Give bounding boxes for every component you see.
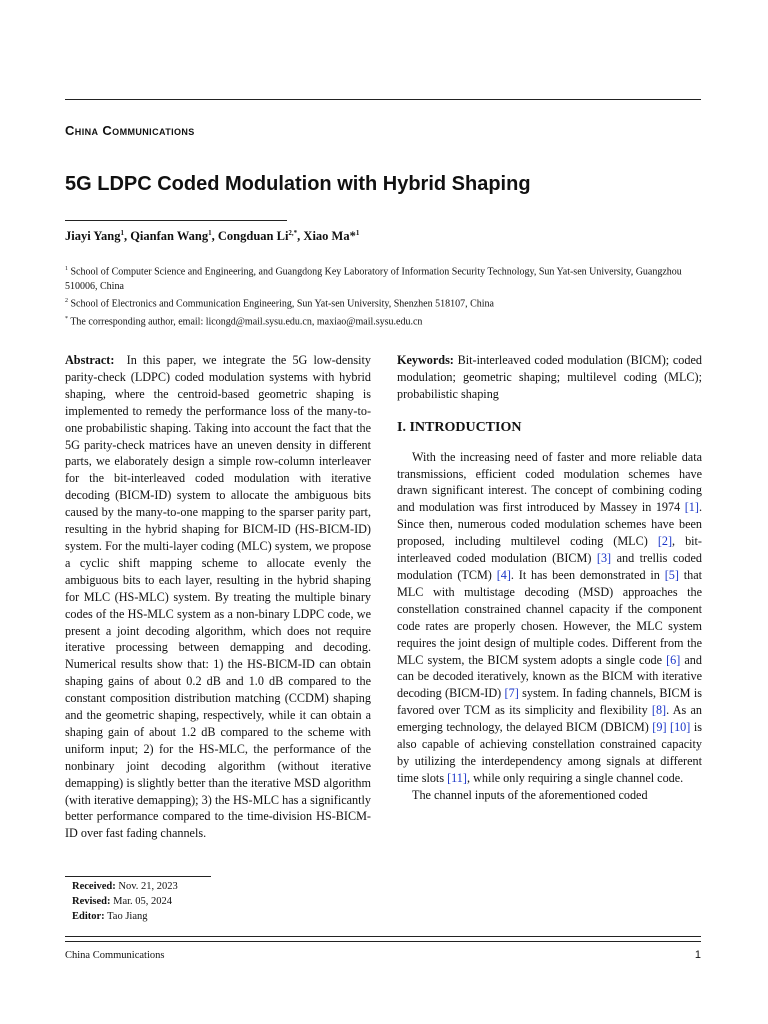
citation-link[interactable]: [4] [496, 567, 511, 582]
title-rule [65, 220, 287, 221]
author-name: Congduan Li [217, 229, 289, 244]
footer-rule [65, 936, 701, 937]
footer-rule [65, 941, 701, 942]
page-number: 1 [694, 949, 701, 961]
header-rule [65, 99, 701, 100]
submission-info: Received: Nov. 21, 2023 Revised: Mar. 05, 2024 Editor: Tao Jiang [72, 881, 178, 922]
intro-paragraph-1: With the increasing need of faster and more reliable data transmissions, efficient coded modulation schemes have drawn significant interest. The concept of combining coding and modulation was first introduced by Massey in 1974 [1]. Since then, numerous coded modulation schemes have been proposed, including multilevel coding (MLC) [2], bit-interleaved coded modulation (BICM) [3] and trellis coded modulation (TCM) [4]. It has been demonstrated in [5] that MLC with multistage decoding (MSD) approaches the constellation constrained channel capacity if the component code rates are properly chosen. However, the MLC system requires the joint design of multiple codes. Different from the MLC system, the BICM system adopts a single code [6] and can be decoded iteratively, known as the BICM with iterative decoding (BICM-ID) [7] system. In fading channels, BICM is favored over TCM as its simplicity and flexibility [8]. As an emerging technology, the delayed BICM (DBICM) [9] [10] is also capable of achieving constellation constrained capacity by utilizing the interdependency among signals at different time slots [11], while only requiring a single channel code. [397, 449, 702, 785]
revised-date: Mar. 05, 2024 [113, 896, 173, 907]
footer-journal: China Communications [65, 950, 165, 961]
intro-paragraph-2: The channel inputs of the aforementioned coded [412, 787, 648, 802]
author-name: Jiayi Yang [65, 229, 121, 244]
author-affiliation-mark: 1 [120, 229, 124, 237]
citation-link[interactable]: [2] [657, 534, 673, 549]
affiliation-list [65, 262, 705, 330]
citation-link[interactable]: [10] [670, 720, 691, 735]
citation-link[interactable]: [7] [504, 686, 519, 701]
author-name: Xiao Ma* [303, 229, 356, 244]
author-affiliation-mark: 1 [208, 229, 212, 237]
citation-link[interactable]: [11] [447, 770, 467, 785]
citation-link[interactable]: [6] [666, 652, 681, 667]
left-column [65, 352, 371, 842]
affiliation: * The corresponding author, email: licongd@mail.sysu.edu.cn, maxiao@mail.sysu.edu.cn [65, 316, 423, 328]
citation-link[interactable]: [3] [596, 551, 612, 566]
footnote-rule [65, 876, 211, 877]
paper-title: 5G LDPC Coded Modulation with Hybrid Shaping [65, 173, 531, 195]
citation-link[interactable]: [9] [652, 720, 667, 735]
abstract [65, 352, 371, 842]
abstract-text: In this paper, we integrate the 5G low-density parity-check (LDPC) coded modulation systems with hybrid shaping, where the centroid-based geometric shaping is implemented to remedy the performance loss of the many-to-one probabilistic shaping. Taking into account the fact that the 5G parity-check matrices have an uneven density in different parts, we elaborately design a simple row-column interleaver for the bit-interleaved coded modulation with iterative decoding (BICM-ID) system to allocate the ambiguous bits caused by the many-to-one mapping to the sparser parity part, resulting in the hybrid shaping for BICM-ID (HS-BICM-ID) system. For the multi-layer coding (MLC) system, we propose a cyclic shift mapping scheme to allocate evenly the ambiguous bits to each layer, resulting in the hybrid shaping for MLC (HS-MLC) system. By treating the multiple binary codes of the HS-MLC system as a non-binary LDPC code, we present a joint decoding algorithm, which does not require iterative processing between demapping and decoding. Numerical results show that: 1) the HS-BICM-ID can obtain shaping gains of about 0.2 dB and 1.0 dB compared to the constant composition distribution matching (CCDM) shaping and the geometric shaping, respectively, while it can obtain a shaping gain of about 1.2 dB compared to the scheme with uniform input; 2) for the HS-MLC, the performance of the nonbinary joint decoding algorithm (without iterative demapping) is slightly better than the iterative MSD algorithm (with iterative demapping); 3) the HS-MLC has a significantly better performance compared to the time-division HS-BICM-ID over fast fading channels. [65, 353, 372, 841]
section-heading-introduction: I. INTRODUCTION [397, 419, 522, 435]
journal-name: China Communications [65, 123, 195, 138]
author-affiliation-mark: 1 [355, 229, 360, 237]
affiliation: $^1$ School of Computer Science and Engineering, and Guangdong Key Laboratory of Information Security Technology, Sun Yat-sen University, Guangzhou 510006, China [65, 266, 682, 292]
abstract-label: Abstract: [65, 353, 115, 367]
author-name: Qianfan Wang [130, 229, 209, 244]
author-affiliation-mark: 2,* [288, 229, 298, 237]
keywords-text: Bit-interleaved coded modulation (BICM); coded modulation; geometric shaping; multilevel coding (MLC); probabilistic shaping [397, 353, 703, 401]
citation-link[interactable]: [8] [651, 703, 667, 718]
affiliation: $^2$ School of Electronics and Communication Engineering, Sun Yat-sen University, Shenzhen 518107, China [65, 298, 494, 310]
received-date: Nov. 21, 2023 [118, 881, 178, 892]
editor-name: Tao Jiang [107, 911, 148, 922]
keywords-label: Keywords: [397, 353, 454, 367]
keywords [397, 352, 702, 403]
author-list: Jiayi Yang$^1$, Qianfan Wang$^1$, Congduan $Li^{2,*}$, Xiao Ma*$^1$ [65, 229, 360, 244]
citation-link[interactable]: [1] [684, 500, 699, 515]
right-column [397, 352, 702, 804]
citation-link[interactable]: [5] [664, 567, 679, 582]
